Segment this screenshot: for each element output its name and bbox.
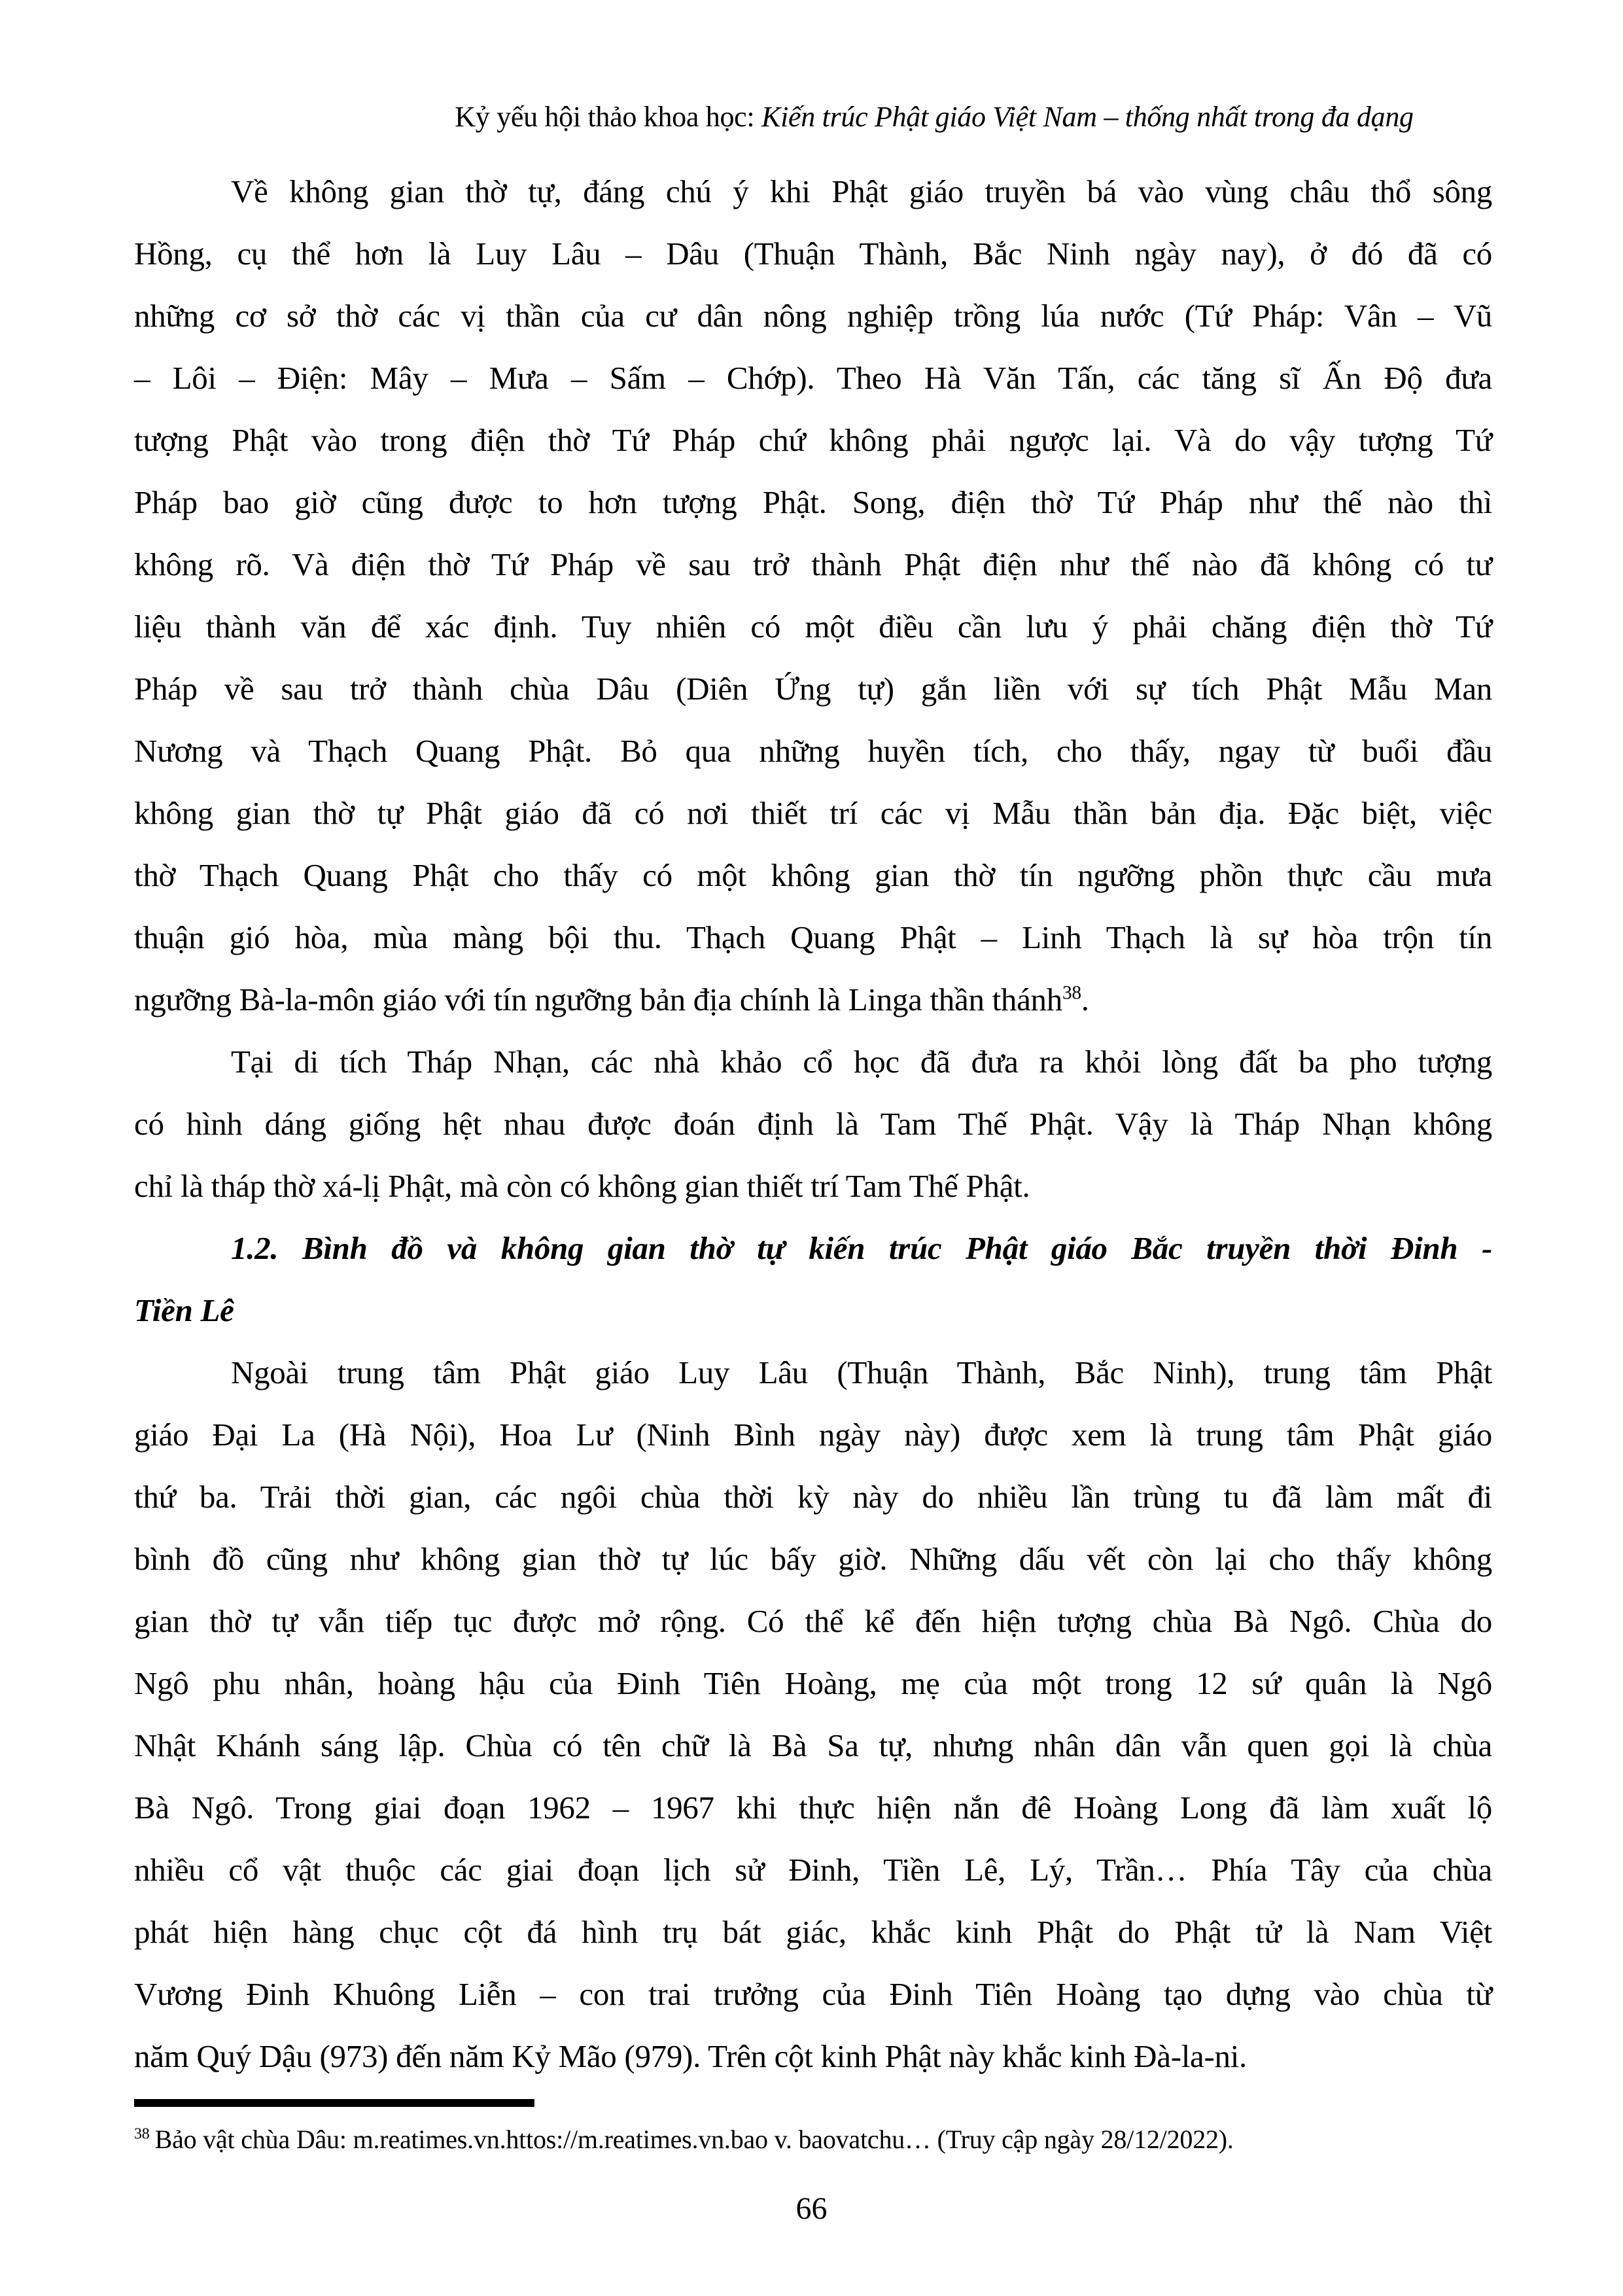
- body-line: tượng Phật vào trong điện thờ Tứ Pháp chứ không phải ngược lại. Và do vậy tượng Tứ: [134, 422, 1492, 458]
- body-line: không rõ. Và điện thờ Tứ Pháp về sau trở thành Phật điện như thế nào đã không có tư: [134, 546, 1492, 582]
- body-line: chỉ là tháp thờ xá-lị Phật, mà còn có không gian thiết trí Tam Thế Phật.: [134, 1168, 1030, 1204]
- footnote-area: [134, 2099, 1492, 2158]
- body-line: gian thờ tự vẫn tiếp tục được mở rộng. Có thể kể đến hiện tượng chùa Bà Ngô. Chùa do: [134, 1603, 1492, 1639]
- body-line: Ngoài trung tâm Phật giáo Luy Lâu (Thuận Thành, Bắc Ninh), trung tâm Phật: [231, 1354, 1492, 1390]
- body-line: Vương Đinh Khuông Liễn – con trai trưởng của Đinh Tiên Hoàng tạo dựng vào chùa từ: [134, 1976, 1492, 2012]
- footnote-text: Bảo vật chùa Dâu: m.reatimes.vn.httos://m.reatimes.vn.bao v. baovatchu… (Truy cập ngày 28/12/2022).: [154, 2125, 1234, 2154]
- body-line: Bà Ngô. Trong giai đoạn 1962 – 1967 khi thực hiện nắn đê Hoàng Long đã làm xuất lộ: [134, 1790, 1492, 1826]
- footnote-marker: 38: [134, 2125, 150, 2143]
- header-prefix: Kỷ yếu hội thảo khoa học:: [455, 101, 762, 133]
- footnote-separator: [134, 2099, 534, 2107]
- footnote-ref: 38: [1062, 982, 1081, 1004]
- body-line: Ngô phu nhân, hoàng hậu của Đinh Tiên Hoàng, mẹ của một trong 12 sứ quân là Ngô: [134, 1665, 1492, 1701]
- body-line: Nhật Khánh sáng lập. Chùa có tên chữ là Bà Sa tự, nhưng nhân dân vẫn quen gọi là chùa: [134, 1727, 1492, 1763]
- page-number: 66: [795, 2191, 828, 2226]
- body-line: nhiều cổ vật thuộc các giai đoạn lịch sử Đinh, Tiền Lê, Lý, Trần… Phía Tây của chùa: [134, 1852, 1492, 1888]
- body-line: không gian thờ tự Phật giáo đã có nơi thiết trí các vị Mẫu thần bản địa. Đặc biệt, việc: [134, 795, 1492, 831]
- body-line: bình đồ cũng như không gian thờ tự lúc bấy giờ. Những dấu vết còn lại cho thấy không: [134, 1541, 1492, 1577]
- footnote: [134, 2121, 1492, 2158]
- body-line: – Lôi – Điện: Mây – Mưa – Sấm – Chớp). Theo Hà Văn Tấn, các tăng sĩ Ấn Độ đưa: [134, 360, 1492, 396]
- body-line: Pháp về sau trở thành chùa Dâu (Diên Ứng tự) gắn liền với sự tích Phật Mẫu Man: [134, 671, 1492, 707]
- running-header: [134, 98, 1492, 136]
- body-line: Pháp bao giờ cũng được to hơn tượng Phật. Song, điện thờ Tứ Pháp như thế nào thì: [134, 484, 1492, 520]
- body-line: Về không gian thờ tự, đáng chú ý khi Phật giáo truyền bá vào vùng châu thổ sông: [231, 173, 1492, 209]
- body-line: thuận gió hòa, mùa màng bội thu. Thạch Quang Phật – Linh Thạch là sự hòa trộn tín: [134, 919, 1492, 955]
- heading-line: Tiền Lê: [134, 1292, 234, 1328]
- body-line: giáo Đại La (Hà Nội), Hoa Lư (Ninh Bình ngày này) được xem là trung tâm Phật giáo: [134, 1417, 1492, 1453]
- header-title-italic: Kiến trúc Phật giáo Việt Nam – thống nhất trong đa dạng: [761, 101, 1414, 133]
- body-line: thứ ba. Trải thời gian, các ngôi chùa thời kỳ này do nhiều lần trùng tu đã làm mất đi: [134, 1479, 1492, 1515]
- body-line: có hình dáng giống hệt nhau được đoán định là Tam Thế Phật. Vậy là Tháp Nhạn không: [134, 1106, 1492, 1142]
- body-line: liệu thành văn để xác định. Tuy nhiên có một điều cần lưu ý phải chăng điện thờ Tứ: [134, 609, 1492, 645]
- body-text: [134, 160, 1492, 2087]
- body-line: phát hiện hàng chục cột đá hình trụ bát giác, khắc kinh Phật do Phật tử là Nam Việt: [134, 1914, 1492, 1950]
- body-line: ngưỡng Bà-la-môn giáo với tín ngưỡng bản địa chính là Linga thần thánh$^{38}$.: [134, 981, 1089, 1017]
- body-line: thờ Thạch Quang Phật cho thấy có một không gian thờ tín ngưỡng phồn thực cầu mưa: [134, 857, 1492, 893]
- body-line: những cơ sở thờ các vị thần của cư dân nông nghiệp trồng lúa nước (Tứ Pháp: Vân – Vũ: [134, 298, 1492, 334]
- heading-line: 1.2. Bình đồ và không gian thờ tự kiến trúc Phật giáo Bắc truyền thời Đinh -: [231, 1230, 1492, 1266]
- body-line: Tại di tích Tháp Nhạn, các nhà khảo cổ học đã đưa ra khỏi lòng đất ba pho tượng: [231, 1044, 1492, 1080]
- body-line: năm Quý Dậu (973) đến năm Kỷ Mão (979). Trên cột kinh Phật này khắc kinh Đà-la-ni.: [134, 2038, 1247, 2074]
- body-line: Nương và Thạch Quang Phật. Bỏ qua những huyền tích, cho thấy, ngay từ buổi đầu: [134, 733, 1492, 769]
- body-line: Hồng, cụ thể hơn là Luy Lâu – Dâu (Thuận Thành, Bắc Ninh ngày nay), ở đó đã có: [134, 236, 1492, 272]
